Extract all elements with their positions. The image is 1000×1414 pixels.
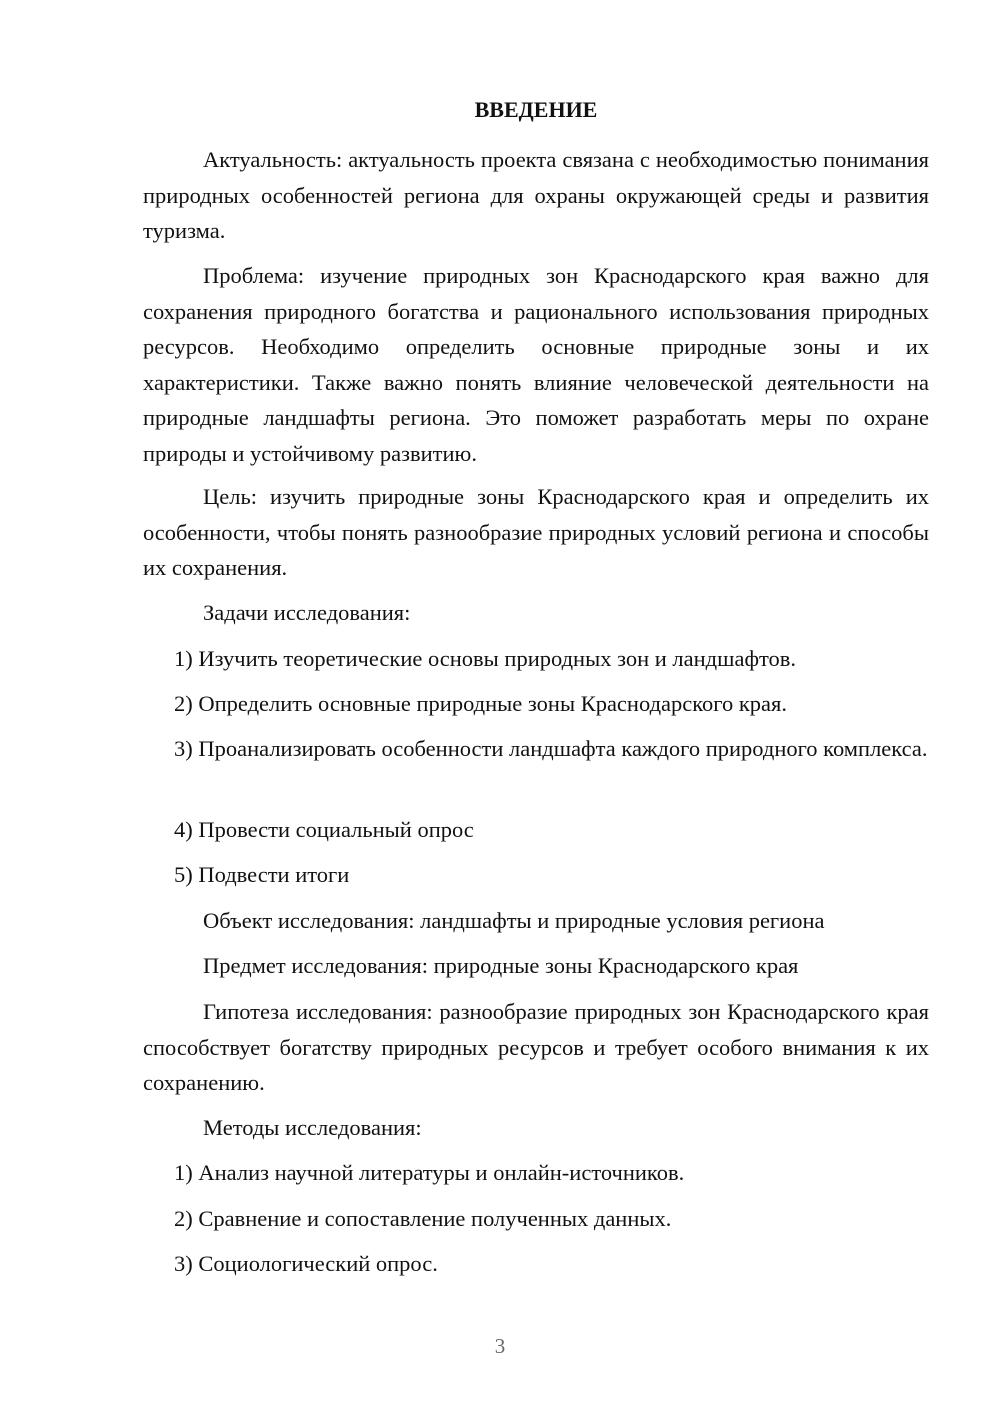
task-item-3: 3) Проанализировать особенности ландшафта каждого природного комплекса. [174,736,928,761]
tasks-heading: Задачи исследования: [203,600,411,625]
problem-paragraph: Проблема: изучение природных зон Краснодарского края важно для сохранения природного богатства и рационального использования природных ресурсов. Необходимо определить основные природные зоны и их характеристики. Также важно понять влияние человеческой деятельности на природные ландшафты региона. Это поможет разработать меры по охране природы и устойчивому развитию. [143,263,929,466]
relevance-paragraph: Актуальность: актуальность проекта связана с необходимостью понимания природных особенностей региона для охраны окружающей среды и развития туризма. [143,147,929,243]
method-item-2: 2) Сравнение и сопоставление полученных данных. [174,1206,672,1231]
method-item-3: 3) Социологический опрос. [174,1251,438,1276]
section-heading: ВВЕДЕНИЕ [474,97,598,122]
task-item-5: 5) Подвести итоги [174,862,350,887]
goal-paragraph: Цель: изучить природные зоны Краснодарского края и определить их особенности, чтобы понять разнообразие природных условий региона и способы их сохранения. [143,484,929,580]
task-item-1: 1) Изучить теоретические основы природных зон и ландшафтов. [174,646,797,671]
task-item-2: 2) Определить основные природные зоны Краснодарского края. [174,691,787,716]
methods-heading: Методы исследования: [203,1115,422,1140]
task-item-4: 4) Провести социальный опрос [174,817,474,842]
method-item-1: 1) Анализ научной литературы и онлайн-источников. [174,1160,685,1185]
research-subject: Предмет исследования: природные зоны Краснодарского края [203,953,799,978]
page-number: 3 [494,1334,506,1358]
research-object: Объект исследования: ландшафты и природные условия региона [203,908,825,933]
hypothesis-paragraph: Гипотеза исследования: разнообразие природных зон Краснодарского края способствует богатству природных ресурсов и требует особого внимания к их сохранению. [143,999,929,1095]
